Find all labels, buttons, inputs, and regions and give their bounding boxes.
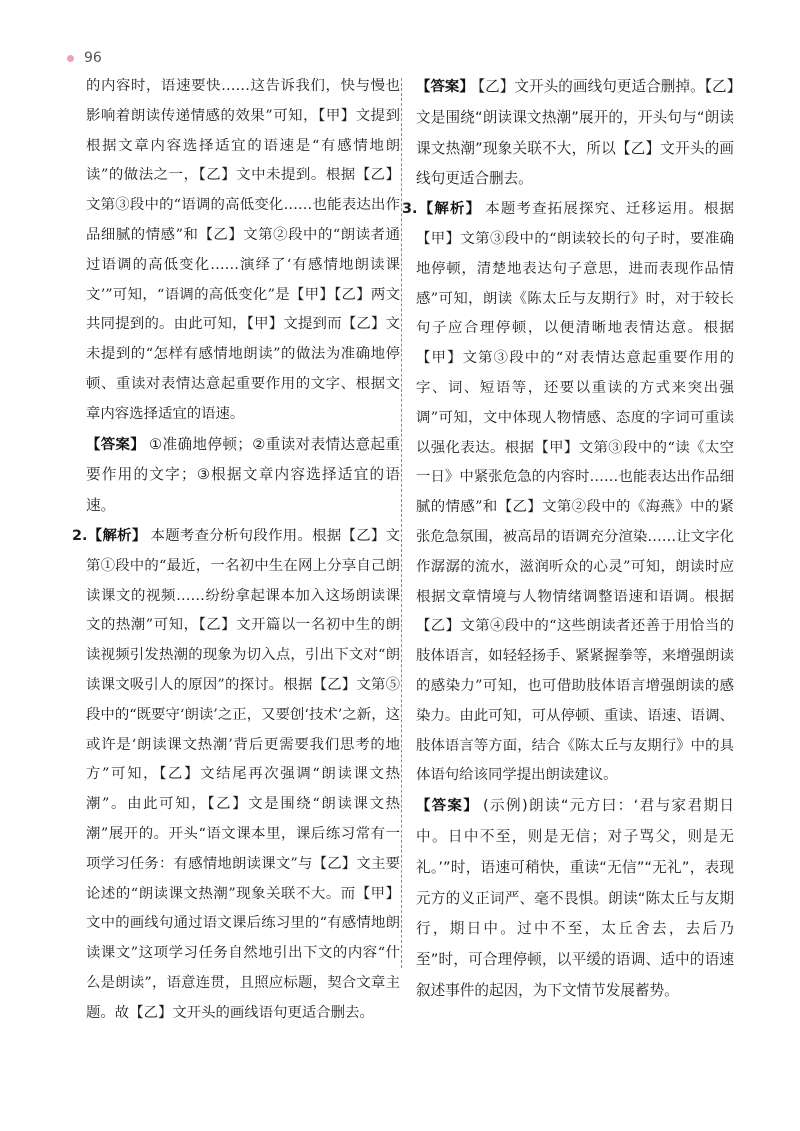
- answer-label: 【答案】: [416, 79, 474, 95]
- analysis-text: 本题考查拓展探究、迁移运用。根据【甲】文第③段中的“朗读较长的句子时，要准确地停顿，清楚地表达句子意思，进而表现作品情感”可知，朗读《陈太丘与友期行》时，对于较长句子应合理停顿，以便清晰地表情达意。根据【甲】文第③段中的“对表情达意起重要作用的字、词、短语等，还要以重读的方式来突出强调”可知，文中体现人物情感、态度的字词可重读以强化表达。根据【甲】文第③段中的“读《太空一日》中紧张危急的内容时……也能表达出作品细腻的情感”和【乙】文第②段中的《海燕》中的紧张危急氛围，被高昂的语调充分渲染……让文字化作潺潺的流水，滋润听众的心灵”可知，朗读时应根据文章情境与人物情绪调整语速和语调。根据【乙】文第④段中的“这些朗读者还善于用恰当的肢体语言，如轻轻扬手、紧紧握拳等，来增强朗读的感染力”可知，也可借助肢体语言增强朗读的感染力。由此可知，可从停顿、重读、语速、语调、肢体语言等方面，结合《陈太丘与友期行》中的具体语句给该同学提出朗读建议。: [416, 201, 734, 784]
- analysis-label: 【解析】: [417, 201, 482, 218]
- answer-text: (示例)朗读“元方曰：‘君与家君期日中。日中不至，则是无信；对子骂父，则是无礼。’”时，语速可稍快，重读“无信”“无礼”，表现元方的义正词严、毫不畏惧。朗读“陈太丘与友期行，期日中。过中不至，太丘舍去，去后乃至”时，可合理停顿，以平缓的语调、适中的语速叙述事件的起因，为下文情节发展蓄势。: [416, 797, 734, 999]
- answer-3: [416, 791, 734, 1007]
- answer-1: [86, 430, 400, 522]
- analysis-paragraph-1: 的内容时，语速要快……这告诉我们，快与慢也影响着朗读传递情感的效果”可知，【甲】文提到根据文章内容选择适宜的语速是“有感情地朗读”的做法之一，【乙】文中未提到。根据【乙】文第③段中的“语调的高低变化……也能表达出作品细腻的情感”和【乙】文第②段中的“朗读者通过语调的高低变化……演绎了‘有感情地朗读课文’”可知，“语调的高低变化”是【甲】【乙】两文共同提到的。由此可知，【甲】文提到而【乙】文未提到的“怎样有感情地朗读”的做法为准确地停顿、重读对表情达意起重要作用的文字、根据文章内容选择适宜的语速。: [86, 78, 400, 422]
- page-header: [67, 50, 102, 66]
- answer-text: ①准确地停顿；②重读对表情达意起重要作用的文字；③根据文章内容选择适宜的语速。: [86, 435, 400, 515]
- right-column: [402, 72, 734, 1007]
- question-number: 3.: [402, 201, 418, 218]
- answer-label: 【答案】: [416, 798, 479, 815]
- question-2-analysis: [72, 522, 400, 1029]
- bullet-dot-icon: [67, 55, 74, 62]
- question-number: 2.: [72, 527, 88, 544]
- answer-2: [416, 72, 734, 195]
- analysis-text: 本题考查分析句段作用。根据【乙】文第①段中的“最近，一名初中生在网上分享自己朗读课文的视频……纷纷拿起课本加入这场朗读课文的热潮”可知，【乙】文开篇以一名初中生的朗读视频引发热潮的现象为切入点，引出下文对“朗读课文吸引人的原因”的探讨。根据【乙】文第⑤段中的“既要守‘朗读’之正，又要创‘技术’之新，这或许是‘朗读课文热潮’背后更需要我们思考的地方”可知，【乙】文结尾再次强调“朗读课文热潮”。由此可知，【乙】文是围绕“朗读课文热潮”展开的。开头“语文课本里，课后练习常有一项学习任务：有感情地朗读课文”与【乙】文主要论述的“朗读课文热潮”现象关联不大。而【甲】文中的画线句通过语文课后练习里的“有感情地朗读课文”这项学习任务自然地引出下文的内容“什么是朗读”，语意连贯，且照应标题，契合文章主题。故【乙】文开头的画线语句更适合删去。: [86, 527, 400, 1021]
- answer-text: 【乙】文开头的画线句更适合删掉。【乙】文是围绕“朗读课文热潮”展开的，开头句与“朗读课文热潮”现象关联不大，所以【乙】文开头的画线句更适合删去。: [416, 78, 734, 188]
- analysis-label: 【解析】: [87, 527, 147, 544]
- left-column: [72, 72, 400, 1029]
- question-3-analysis: [402, 195, 734, 791]
- page-number: 96: [84, 50, 102, 66]
- answer-label: 【答案】: [86, 436, 146, 453]
